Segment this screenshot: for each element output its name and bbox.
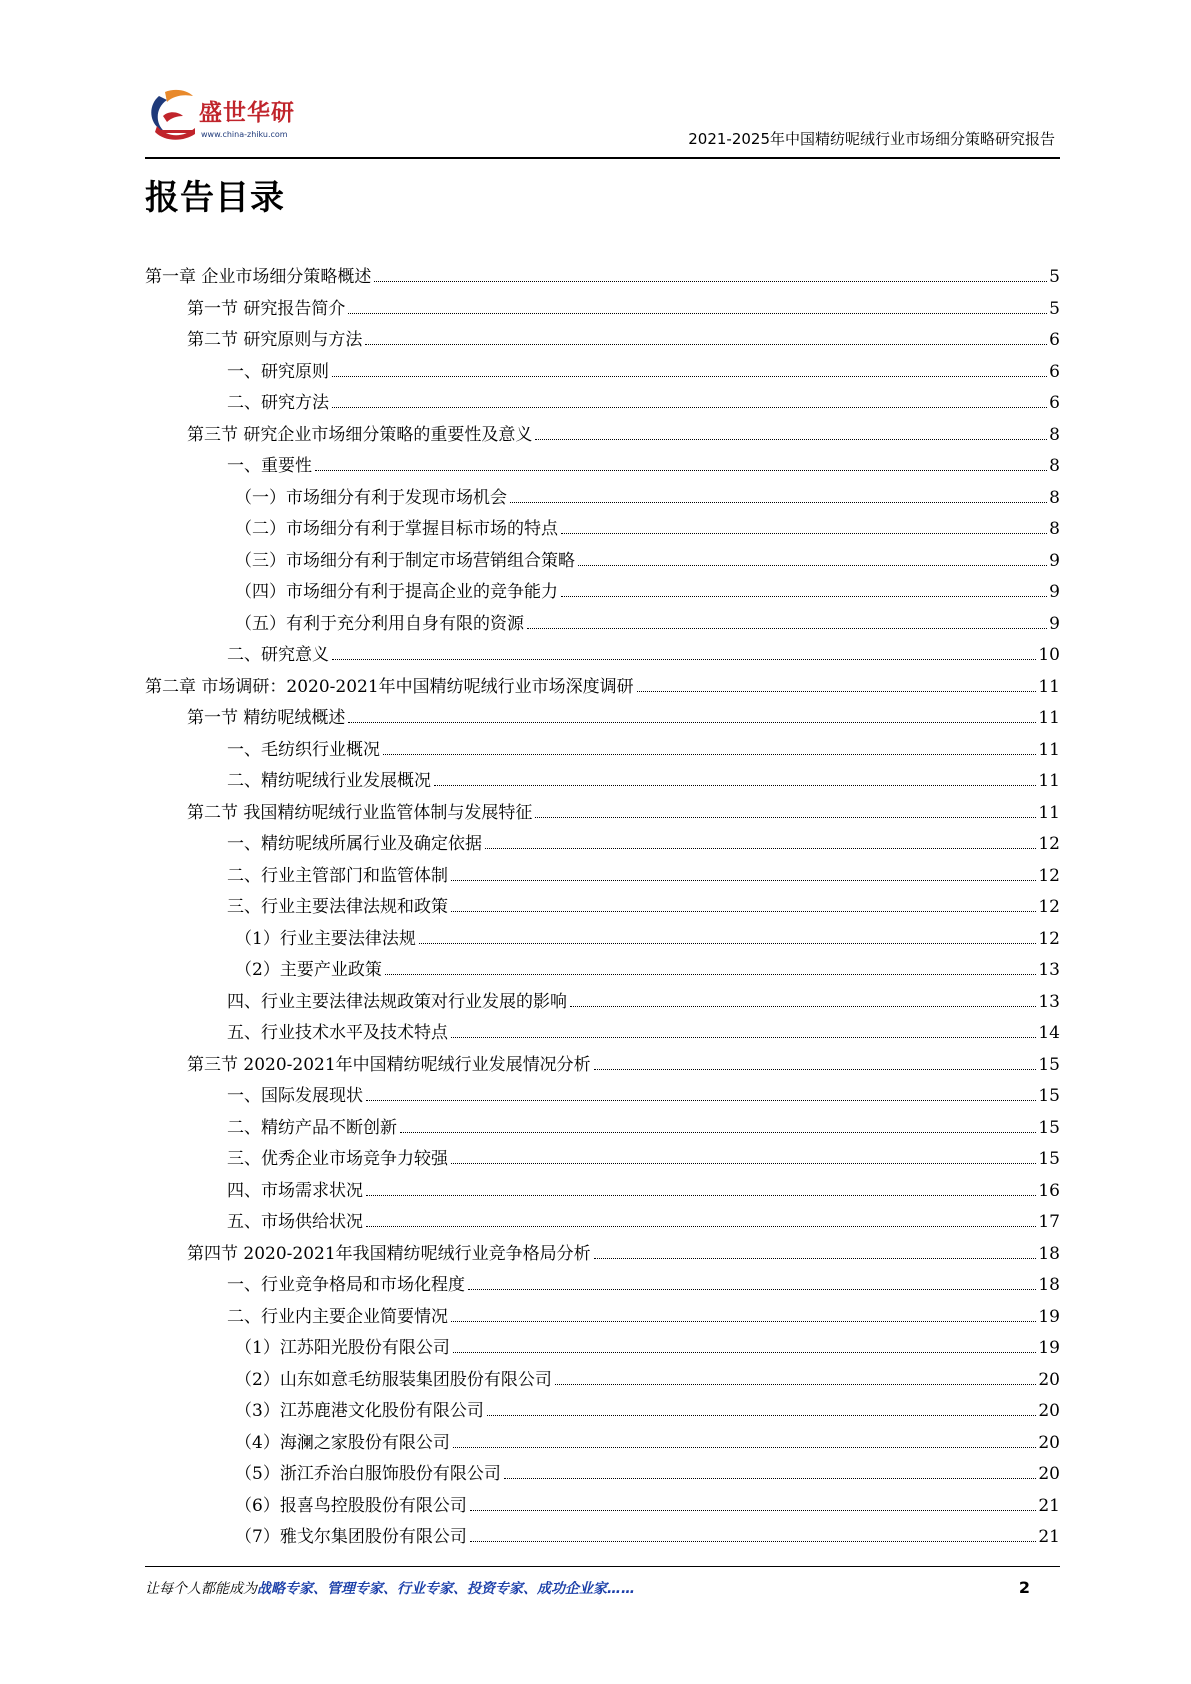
toc-entry[interactable] <box>145 1522 1060 1554</box>
toc-entry-label: 第四节 2020-2021年我国精纺呢绒行业竞争格局分析 <box>187 1243 591 1264</box>
toc-entry-page: 10 <box>1038 645 1060 665</box>
toc-entry[interactable] <box>145 1176 1060 1208</box>
toc-dot-leader <box>470 1510 1037 1511</box>
toc-entry[interactable] <box>145 1207 1060 1239</box>
toc-entry[interactable] <box>145 892 1060 924</box>
toc-entry-label: 一、毛纺织行业概况 <box>227 739 380 760</box>
toc-dot-leader <box>366 1100 1036 1101</box>
toc-entry-label: 二、研究意义 <box>227 645 329 665</box>
toc-entry-page: 21 <box>1038 1495 1060 1516</box>
toc-dot-leader <box>383 754 1036 755</box>
toc-entry-page: 12 <box>1038 928 1060 949</box>
toc-entry-label: 第一节 研究报告简介 <box>187 298 346 319</box>
toc-dot-leader <box>451 880 1036 881</box>
logo-url: www.china-zhiku.com <box>201 130 288 139</box>
logo-name: 盛世华研 <box>199 100 295 126</box>
toc-entry-page: 17 <box>1038 1212 1060 1232</box>
toc-entry-label: 第一章 企业市场细分策略概述 <box>145 267 372 287</box>
toc-entry[interactable] <box>145 1270 1060 1302</box>
page-footer <box>145 1578 1030 1602</box>
page-header <box>145 80 1055 160</box>
toc-entry-label: （五）有利于充分利用自身有限的资源 <box>235 613 524 634</box>
toc-entry[interactable] <box>145 483 1060 515</box>
toc-dot-leader <box>332 376 1047 377</box>
toc-entry-label: （二）市场细分有利于掌握目标市场的特点 <box>235 519 558 539</box>
toc-entry-label: 三、优秀企业市场竞争力较强 <box>227 1149 448 1169</box>
toc-dot-leader <box>485 848 1036 849</box>
toc-entry-label: （3）江苏鹿港文化股份有限公司 <box>235 1401 484 1421</box>
toc-entry[interactable] <box>145 798 1060 830</box>
toc-dot-leader <box>400 1132 1036 1133</box>
toc-entry[interactable] <box>145 294 1060 326</box>
toc-entry[interactable] <box>145 1428 1060 1460</box>
toc-dot-leader <box>535 439 1047 440</box>
toc-entry-page: 11 <box>1038 771 1060 791</box>
toc-dot-leader <box>366 1195 1036 1196</box>
toc-entry[interactable] <box>145 609 1060 641</box>
toc-entry-label: 四、市场需求状况 <box>227 1180 363 1201</box>
toc-entry-label: 二、行业主管部门和监管体制 <box>227 865 448 886</box>
toc-entry-label: 二、精纺产品不断创新 <box>227 1117 397 1138</box>
toc-dot-leader <box>451 1321 1036 1322</box>
toc-entry-label: （2）主要产业政策 <box>235 960 382 980</box>
toc-entry-page: 19 <box>1038 1338 1060 1358</box>
toc-entry[interactable] <box>145 1396 1060 1428</box>
toc-dot-leader <box>561 533 1047 534</box>
toc-entry-label: （4）海澜之家股份有限公司 <box>235 1432 450 1453</box>
toc-entry[interactable] <box>145 987 1060 1019</box>
toc-entry-page: 13 <box>1038 991 1060 1012</box>
toc-entry-page: 11 <box>1038 708 1060 728</box>
toc-entry-label: 四、行业主要法律法规政策对行业发展的影响 <box>227 991 567 1012</box>
toc-dot-leader <box>637 691 1037 692</box>
toc-entry-page: 9 <box>1049 582 1060 602</box>
page-title: 报告目录 <box>145 178 285 218</box>
toc-dot-leader <box>594 1069 1037 1070</box>
toc-entry-page: 9 <box>1049 550 1060 571</box>
toc-entry-page: 11 <box>1038 739 1060 760</box>
toc-entry-label: （三）市场细分有利于制定市场营销组合策略 <box>235 550 575 571</box>
toc-entry[interactable] <box>145 672 1060 704</box>
toc-dot-leader <box>315 470 1047 471</box>
toc-entry[interactable] <box>145 703 1060 735</box>
toc-dot-leader <box>555 1384 1037 1385</box>
toc-entry-page: 12 <box>1038 834 1060 854</box>
toc-entry-label: 第二节 研究原则与方法 <box>187 330 363 350</box>
slogan-suffix: …… <box>607 1581 635 1597</box>
toc-entry[interactable] <box>145 577 1060 609</box>
toc-entry[interactable] <box>145 1239 1060 1271</box>
toc-entry-label: 第三节 研究企业市场细分策略的重要性及意义 <box>187 424 533 445</box>
toc-dot-leader <box>570 1006 1036 1007</box>
toc-entry-label: 第二节 我国精纺呢绒行业监管体制与发展特征 <box>187 802 533 823</box>
toc-entry-page: 21 <box>1038 1527 1060 1547</box>
toc-entry-page: 8 <box>1049 424 1060 445</box>
toc-entry-page: 13 <box>1038 960 1060 980</box>
footer-divider <box>145 1566 1060 1567</box>
toc-entry-label: （四）市场细分有利于提高企业的竞争能力 <box>235 582 558 602</box>
toc-entry[interactable] <box>145 388 1060 420</box>
toc-entry[interactable] <box>145 955 1060 987</box>
toc-entry-page: 15 <box>1038 1054 1060 1075</box>
footer-slogan <box>145 1578 635 1598</box>
toc-entry-page: 5 <box>1049 267 1060 287</box>
toc-dot-leader <box>332 407 1047 408</box>
page-number: 2 <box>1018 1578 1030 1597</box>
toc-dot-leader <box>451 1163 1036 1164</box>
toc-entry-page: 8 <box>1049 487 1060 508</box>
toc-entry-label: 二、精纺呢绒行业发展概况 <box>227 771 431 791</box>
company-logo <box>145 86 315 150</box>
toc-entry-page: 5 <box>1049 298 1060 319</box>
toc-entry-label: 一、精纺呢绒所属行业及确定依据 <box>227 834 482 854</box>
toc-entry[interactable] <box>145 1302 1060 1334</box>
slogan-highlight: 战略专家、管理专家、行业专家、投资专家、成功企业家 <box>257 1581 607 1597</box>
toc-entry-page: 19 <box>1038 1306 1060 1327</box>
toc-dot-leader <box>594 1258 1037 1259</box>
toc-entry-label: （1）江苏阳光股份有限公司 <box>235 1338 450 1358</box>
toc-dot-leader <box>451 1037 1036 1038</box>
toc-dot-leader <box>527 628 1047 629</box>
toc-entry[interactable] <box>145 546 1060 578</box>
toc-dot-leader <box>487 1415 1037 1416</box>
toc-entry[interactable] <box>145 861 1060 893</box>
toc-entry-page: 15 <box>1038 1149 1060 1169</box>
toc-entry-label: （2）山东如意毛纺服装集团股份有限公司 <box>235 1369 552 1390</box>
toc-entry-label: （7）雅戈尔集团股份有限公司 <box>235 1527 467 1547</box>
toc-entry[interactable] <box>145 766 1060 798</box>
toc-entry-label: 第三节 2020-2021年中国精纺呢绒行业发展情况分析 <box>187 1054 591 1075</box>
toc-dot-leader <box>561 596 1047 597</box>
toc-dot-leader <box>535 817 1036 818</box>
toc-entry-page: 9 <box>1049 613 1060 634</box>
toc-entry-label: 三、行业主要法律法规和政策 <box>227 897 448 917</box>
toc-entry-label: 第二章 市场调研：2020-2021年中国精纺呢绒行业市场深度调研 <box>145 676 634 697</box>
toc-entry-page: 14 <box>1038 1023 1060 1043</box>
header-divider <box>145 157 1060 159</box>
toc-entry-page: 15 <box>1038 1086 1060 1106</box>
toc-dot-leader <box>434 785 1036 786</box>
toc-entry-label: 二、研究方法 <box>227 393 329 413</box>
toc-entry-page: 18 <box>1038 1275 1060 1295</box>
toc-dot-leader <box>332 659 1036 660</box>
toc-entry[interactable] <box>145 1144 1060 1176</box>
toc-entry-label: 一、研究原则 <box>227 361 329 382</box>
toc-entry-page: 12 <box>1038 865 1060 886</box>
toc-entry-page: 20 <box>1038 1432 1060 1453</box>
toc-entry-page: 15 <box>1038 1117 1060 1138</box>
toc-dot-leader <box>419 943 1037 944</box>
toc-entry-label: 五、行业技术水平及技术特点 <box>227 1023 448 1043</box>
toc-dot-leader <box>578 565 1047 566</box>
toc-entry[interactable] <box>145 924 1060 956</box>
toc-dot-leader <box>451 911 1036 912</box>
toc-entry[interactable] <box>145 357 1060 389</box>
toc-dot-leader <box>453 1352 1037 1353</box>
toc-entry[interactable] <box>145 1491 1060 1523</box>
toc-dot-leader <box>385 974 1037 975</box>
toc-entry[interactable] <box>145 1365 1060 1397</box>
toc-entry[interactable] <box>145 451 1060 483</box>
toc-entry[interactable] <box>145 735 1060 767</box>
toc-dot-leader <box>470 1541 1037 1542</box>
toc-entry-page: 12 <box>1038 897 1060 917</box>
toc-entry-page: 18 <box>1038 1243 1060 1264</box>
toc-entry-page: 6 <box>1049 361 1060 382</box>
document-title: 2021-2025年中国精纺呢绒行业市场细分策略研究报告 <box>688 130 1055 148</box>
toc-entry[interactable] <box>145 262 1060 294</box>
toc-entry[interactable] <box>145 1113 1060 1145</box>
toc-entry-label: 一、国际发展现状 <box>227 1086 363 1106</box>
toc-dot-leader <box>453 1447 1037 1448</box>
toc-entry[interactable] <box>145 1333 1060 1365</box>
toc-entry[interactable] <box>145 1081 1060 1113</box>
toc-entry-page: 20 <box>1038 1401 1060 1421</box>
toc-entry-page: 20 <box>1038 1369 1060 1390</box>
toc-dot-leader <box>365 344 1047 345</box>
toc-entry-label: （5）浙江乔治白服饰股份有限公司 <box>235 1464 501 1484</box>
toc-entry-label: （一）市场细分有利于发现市场机会 <box>235 487 507 508</box>
toc-dot-leader <box>504 1478 1037 1479</box>
toc-dot-leader <box>348 722 1036 723</box>
toc-dot-leader <box>374 281 1047 282</box>
toc-entry[interactable] <box>145 420 1060 452</box>
toc-entry-page: 8 <box>1049 456 1060 476</box>
toc-entry[interactable] <box>145 1459 1060 1491</box>
toc-dot-leader <box>468 1289 1036 1290</box>
toc-entry[interactable] <box>145 514 1060 546</box>
logo-swoosh-icon <box>145 86 205 146</box>
toc-entry-page: 11 <box>1038 676 1060 697</box>
toc-dot-leader <box>366 1226 1036 1227</box>
table-of-contents <box>145 262 1060 1554</box>
toc-entry-page: 6 <box>1049 330 1060 350</box>
toc-entry-page: 11 <box>1038 802 1060 823</box>
toc-entry-label: 一、重要性 <box>227 456 312 476</box>
toc-entry-page: 8 <box>1049 519 1060 539</box>
toc-entry[interactable] <box>145 325 1060 357</box>
toc-entry-label: 五、市场供给状况 <box>227 1212 363 1232</box>
toc-entry-label: （6）报喜鸟控股股份有限公司 <box>235 1495 467 1516</box>
toc-entry-label: （1）行业主要法律法规 <box>235 928 416 949</box>
toc-entry-label: 一、行业竞争格局和市场化程度 <box>227 1275 465 1295</box>
toc-entry-label: 二、行业内主要企业简要情况 <box>227 1306 448 1327</box>
toc-entry[interactable] <box>145 640 1060 672</box>
toc-entry-label: 第一节 精纺呢绒概述 <box>187 708 346 728</box>
toc-entry-page: 16 <box>1038 1180 1060 1201</box>
toc-dot-leader <box>348 313 1047 314</box>
slogan-prefix: 让每个人都能成为 <box>145 1581 257 1597</box>
toc-entry[interactable] <box>145 829 1060 861</box>
toc-entry-page: 20 <box>1038 1464 1060 1484</box>
toc-dot-leader <box>510 502 1047 503</box>
toc-entry[interactable] <box>145 1018 1060 1050</box>
toc-entry[interactable] <box>145 1050 1060 1082</box>
toc-entry-page: 6 <box>1049 393 1060 413</box>
